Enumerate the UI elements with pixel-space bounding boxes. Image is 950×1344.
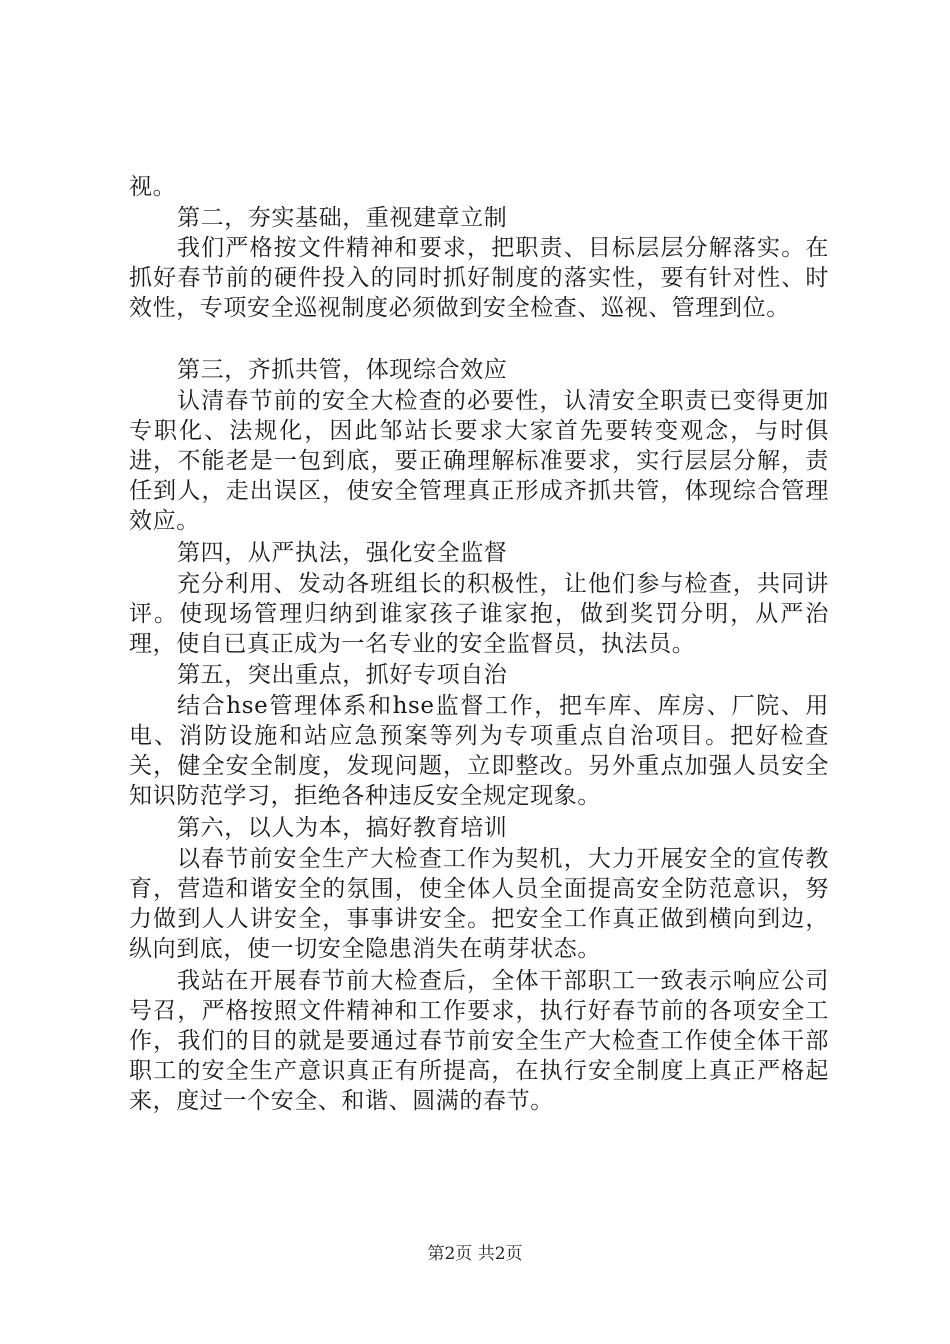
section-heading-4: 第四，从严执法，强化安全监督: [177, 540, 508, 566]
closing-paragraph: 我站在开展春节前大检查后，全体干部职工一致表示响应公司号召，严格按照文件精神和工作要求，执行好春节前的各项安全工作，我们的目的就是要通过春节前安全生产大检查工作使全体干部职工的安全生产意识真正有所提高，在执行安全制度上真正严格起来，度过一个安全、和谐、圆满的春节。: [129, 968, 829, 1114]
section-body-6: 以春节前安全生产大检查工作为契机，大力开展安全的宣传教育，营造和谐安全的氛围，使全体人员全面提高安全防范意识，努力做到人人讲安全，事事讲安全。把安全工作真正做到横向到边，纵向到底，使一切安全隐患消失在萌芽状态。: [129, 846, 829, 962]
section-heading-6: 第六，以人为本，搞好教育培训: [177, 815, 508, 841]
section-body-5: 结合hse管理体系和hse监督工作，把车库、库房、厂院、用电、消防设施和站应急预案等列为专项重点自治项目。把好检查关，健全安全制度，发现问题，立即整改。另外重点加强人员安全知识防范学习，拒绝各种违反安全规定现象。: [129, 693, 829, 809]
section-heading-3: 第三，齐抓共管，体现综合效应: [177, 357, 508, 383]
section-heading-5: 第五，突出重点，抓好专项自治: [177, 662, 508, 688]
page-number-footer: 第2页 共2页: [427, 1244, 523, 1264]
section-heading-2: 第二，夯实基础，重视建章立制: [177, 205, 508, 231]
section-body-3: 认清春节前的安全大检查的必要性，认清安全职责已变得更加专职化、法规化，因此邹站长要求大家首先要转变观念，与时俱进，不能老是一包到底，要正确理解标准要求，实行层层分解，责任到人，走出误区，使安全管理真正形成齐抓共管，体现综合管理效应。: [129, 388, 829, 534]
section-body-2: 我们严格按文件精神和要求，把职责、目标层层分解落实。在抓好春节前的硬件投入的同时抓好制度的落实性，要有针对性、时效性，专项安全巡视制度必须做到安全检查、巡视、管理到位。: [129, 235, 829, 321]
continuation-paragraph: 视。: [129, 174, 177, 200]
section-body-4: 充分利用、发动各班组长的积极性，让他们参与检查，共同讲评。使现场管理归纳到谁家孩子谁家抱，做到奖罚分明，从严治理，使自已真正成为一名专业的安全监督员，执法员。: [129, 571, 829, 657]
